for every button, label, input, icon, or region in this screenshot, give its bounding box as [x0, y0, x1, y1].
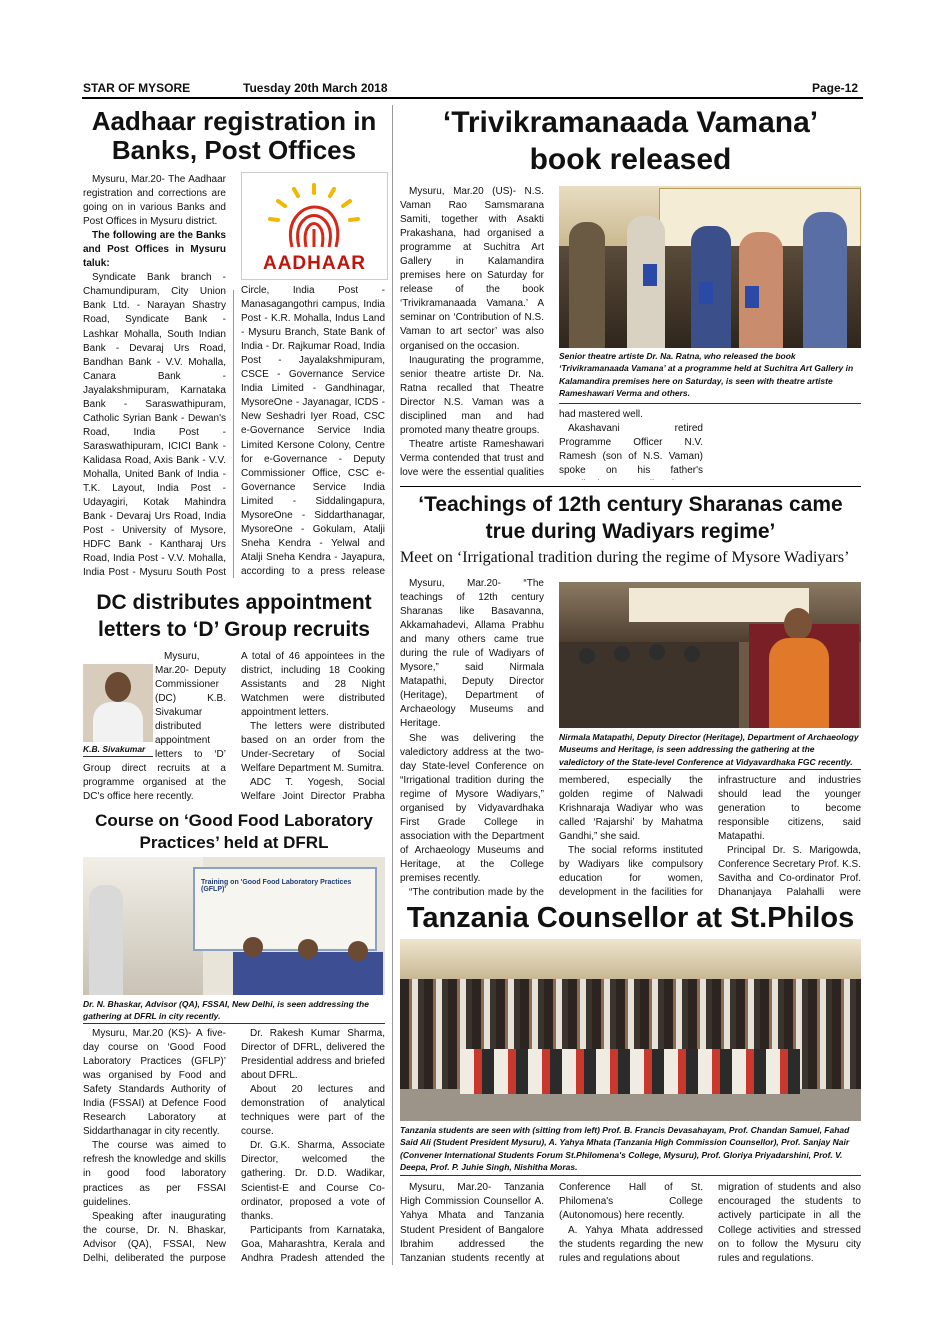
dc-headline-line2: letters to ‘D’ Group recruits	[98, 618, 370, 642]
masthead-rule	[82, 97, 863, 99]
dc-para-2: A total of 46 appointees in the district, including 18 Cooking Assistants and 28 Night Watchmen were distributed appointment letters.	[241, 651, 385, 719]
masthead-paper: STAR OF MYSORE	[83, 81, 191, 95]
dfrl-headline	[83, 810, 385, 854]
tanzania-para-3: A. Yahya Mhata addressed the students regarding the new rules and regulations about	[559, 1224, 703, 1265]
vamana-photo	[559, 186, 861, 348]
vamana-caption: Senior theatre artiste Dr. Na. Ratna, who released the book ‘Trivikramanaada Vamana’ at a programme held at Suchitra Art Gallery in Kalamandira premises here on Saturday, is seen with theatre artiste Rameshawari Verma and others.	[559, 351, 854, 398]
dfrl-banner-text: Training on 'Good Food Laboratory Practices (GFLP)'	[201, 879, 352, 893]
dc-para-4: ADC T. Yogesh, Social Welfare Joint Director Prabha	[241, 777, 385, 802]
aadhaar-para-2: The following are the Banks and Post Offices in Mysuru taluk:	[83, 230, 226, 270]
sharanas-caption-rule	[559, 769, 861, 770]
dfrl-para-3: Speaking after inaugurating the course, Dr. N. Bhaskar, Advisor (QA), FSSAI, New Delhi, deliberated the purpose	[83, 1210, 226, 1264]
masthead-date: Tuesday 20th March 2018	[243, 81, 388, 95]
dfrl-headline-line1: Course on ‘Good Food Laboratory	[95, 811, 373, 830]
vamana-column-1	[400, 185, 544, 479]
dc-column-1	[83, 650, 226, 802]
tanzania-para-2: Conference Hall of St. Philomena's College (Autonomous) here recently.	[559, 1182, 703, 1222]
vamana-column-2	[559, 408, 703, 480]
aadhaar-column-1	[83, 173, 226, 578]
sharanas-para-6: infrastructure and industries should lead the younger generation to become responsible citizens, said Matapathi.	[718, 775, 861, 843]
sharanas-column-3	[718, 774, 861, 900]
dc-para-1: Mysuru, Mar.20- Deputy Commissioner (DC) K.B. Sivakumar distributed appointment letters to ‘D’ Group direct recruits at a programme organised at the DC's office here recently.	[83, 651, 226, 802]
dc-column-2	[241, 650, 385, 802]
tanzania-caption-rule	[400, 1175, 861, 1176]
dfrl-para-7: Participants from Karnataka, Goa, Maharashtra, Kerala and Andhra Pradesh attended the	[241, 1224, 385, 1264]
dfrl-photo	[83, 857, 385, 995]
dc-headline	[83, 589, 385, 644]
sharanas-para-3: “The contribution made by the	[409, 887, 544, 899]
dfrl-column-1	[83, 1027, 226, 1265]
sharanas-para-1: Mysuru, Mar.20- “The teachings of 12th century Sharanas like Basavanna, Akkamahadevi, Allama Prabhu and many others came true during the rule of Wadiyars of Mysore,” said Nirmala Matapathi, Deputy Director (Heritage), Department of Archaeology Museums and Heritage.	[400, 578, 544, 730]
tanzania-column-2	[559, 1181, 703, 1267]
dc-headline-line1: DC distributes appointment	[96, 591, 372, 614]
sharanas-para-2: She was delivering the valedictory address at the two-day State-level Conference on “Irrigational tradition during the regime of Mysore Wadiyars,” organised by Vidyavardhaka First Grade College in association with the Department of Archaeology Museums and Heritage, at the College premises recently.	[400, 732, 544, 884]
sharanas-top-rule	[400, 486, 861, 487]
vamana-headline-line2: book released	[529, 142, 732, 176]
sharanas-subtitle: Meet on ‘Irrigational tradition during the regime of Mysore Wadiyars’	[400, 549, 850, 566]
aadhaar-column-2	[241, 284, 385, 578]
sharanas-photo	[559, 582, 861, 728]
sharanas-headline-line2: true during Wadiyars regime’	[485, 520, 776, 544]
tanzania-column-1	[400, 1181, 544, 1267]
dfrl-para-5: About 20 lectures and demonstration of analytical techniques were part of the course.	[241, 1084, 385, 1138]
dfrl-caption-rule	[83, 1023, 385, 1024]
tanzania-photo	[400, 939, 861, 1121]
vamana-para-3: Theatre artiste Rameshawari Verma contended that trust and love were the essential qualities	[400, 438, 544, 478]
aadhaar-logo-text: AADHAAR	[262, 253, 367, 274]
sharanas-caption: Nirmala Matapathi, Deputy Director (Heritage), Department of Archaeology Museums and Heritage, is seen addressing the gathering at the valedictory of the State-level Conference at Vidyavardhaka FGC recently.	[559, 732, 859, 767]
tanzania-para-4: migration of students and also encouraged the students to actively participate in all the College activities and stressed on to follow the Mysuru city rules and regulations.	[718, 1182, 861, 1265]
dfrl-caption: Dr. N. Bhaskar, Advisor (QA), FSSAI, New Delhi, is seen addressing the gathering at DFRL in city recently.	[83, 999, 369, 1022]
aadhaar-headline-line1: Aadhaar registration in	[91, 106, 377, 136]
aadhaar-para-4: Circle, India Post - Manasagangothri campus, India Post - K.R. Mohalla, Indus Land - Mysuru Branch, State Bank of India - Dr. Rajkumar Road, India Post - Jayalakshmipuram, CSCE - Governance Service India Limited - Gandhinagar, MysoreOne - Jayanagar, ICDS - New Seshadri Iyer Road, CSC e-Governance Service India Limited Kersone Colony, Centre for e-Governance - Deputy Commissioner Office, CSC e-Governance Service India Limited - Siddalingapura, MysoreOne - Siddarthanagar, MysoreOne - Gokulam, Atalji Sneha Kendra - Yelwal and Atalji Sneha Kendra - Jayapura, according to a press release	[241, 285, 385, 577]
aadhaar-para-3: Syndicate Bank branch - Chamundipuram, City Union Bank Ltd. - Narayan Shastry Road, Syndicate Bank - Lashkar Mohalla, South Indian Bank - Devaraj Urs Road, Bandhan Bank - V.V. Mohalla, Canara Bank - Jayalakshmipuram, Karnataka Bank - Saraswathipuram, Catholic Syrian Bank - Dewan's Road, India Post - Saraswathipuram, ICICI Bank - Kalidasa Road, Axis Bank - V.V. Mohalla, United Bank of India - T.K. Layout, India Post - Udayagiri, Kotak Mahindra Bank - Devaraj Urs Road, India Post - University of Mysore, HDFC Bank - Kantharaj Urs Road, India Post - V.V. Mohalla, India Post - Mysuru South Post	[83, 272, 226, 578]
dc-photo-caption: K.B. Sivakumar	[83, 744, 146, 754]
column-divider	[233, 290, 234, 578]
tanzania-column-3	[718, 1181, 861, 1267]
sharanas-column-2	[559, 774, 703, 900]
masthead-page: Page-12	[812, 81, 859, 95]
dfrl-para-2: The course was aimed to refresh the knowledge and skills in good food laboratory practices as per FSSAI guidelines.	[83, 1140, 226, 1208]
sharanas-para-7: Principal Dr. S. Marigowda, Conference Secretary Prof. K.S. Savitha and Co-ordinator Prof. Dhananjaya Palahalli were	[718, 845, 861, 899]
aadhaar-logo	[241, 172, 388, 280]
dfrl-para-6: Dr. G.K. Sharma, Associate Director, welcomed the gathering. Dr. D.D. Wadikar, Scientist-E and Course Co-ordinator, proposed a vote of thanks.	[241, 1140, 385, 1222]
aadhaar-headline-line2: Banks, Post Offices	[111, 135, 357, 166]
dfrl-headline-line2: Practices’ held at DFRL	[139, 833, 329, 853]
aadhaar-headline	[83, 107, 385, 165]
vamana-headline-line1: ‘Trivikramanaada Vamana’	[442, 106, 819, 139]
dfrl-column-2	[241, 1027, 385, 1265]
vamana-para-5: Akashavani retired Programme Officer N.V. Ramesh (son of N.S. Vaman) spoke on his father's	[559, 423, 703, 477]
sharanas-para-4: membered, especially the golden regime of Nalwadi Krishnaraja Wadiyar who was called ‘Rajarshi’ by Mahatma Gandhi,” she said.	[559, 775, 703, 843]
vamana-headline	[398, 105, 863, 178]
tanzania-headline: Tanzania Counsellor at St.Philos	[406, 902, 855, 934]
vamana-column-3	[718, 408, 861, 480]
vamana-para-4: had mastered well.	[559, 409, 643, 420]
dc-photo-float	[83, 650, 155, 758]
column-divider	[392, 105, 393, 1265]
dc-para-3: The letters were distributed based on an order from the Under-Secretary of Social Welfare Department M. Sumitra.	[241, 721, 385, 775]
vamana-caption-rule	[559, 403, 861, 404]
sharanas-para-5: The social reforms instituted by Wadiyars like compulsory education for women, development in the facilities for	[559, 845, 703, 899]
aadhaar-para-1: Mysuru, Mar.20- The Aadhaar registration and corrections are going on in various Banks and Post Offices in Mysuru district.	[83, 174, 226, 228]
sharanas-column-1	[400, 577, 544, 899]
tanzania-caption: Tanzania students are seen with (sitting from left) Prof. B. Francis Devasahayam, Prof. Chandan Samuel, Fahad Said Ali (Student President Mysuru), A. Yahya Mhata (Tanzania High Commission Counsellor), Prof. Sanjay Nair (Convener International Students Forum St.Philomena's College, Mysuru), Prof. Gloriya Priyadarshini, Prof. V. Deepa, Prof. P. Juhie Singh, Nishitha Moras.	[400, 1125, 850, 1172]
tanzania-para-1: Mysuru, Mar.20- Tanzania High Commission Counsellor A. Yahya Mhata and Tanzania Student President of Bangalore Ibrahim addressed the Tanzanian students recently at	[400, 1182, 544, 1265]
sharanas-headline-line1: ‘Teachings of 12th century Sharanas came	[418, 493, 843, 516]
vamana-para-1: Mysuru, Mar.20 (US)- N.S. Vaman Rao Samsmarana Samiti, together with Asakti Prakashana, had organised a programme at Suchitra Art Gallery in Kalamandira premises here on Saturday for release of the book ‘Trivikramanaada Vamana.’ A seminar on ‘Contribution of N.S. Vaman to art sector’ was also organised on the occasion.	[400, 186, 544, 352]
vamana-para-2: Inaugurating the programme, senior theatre artiste Dr. Na. Ratna recalled that Theatre Director N.S. Vaman was a disciplined man and had promoted many theatre groups.	[400, 354, 544, 436]
dfrl-para-1: Mysuru, Mar.20 (KS)- A five-day course on ‘Good Food Laboratory Practices (GFLP)’ was organised by Food and Safety Standards Authority of India (FSSAI) at Defence Food Research Laboratory at Siddarthanagar in city recently.	[83, 1028, 226, 1138]
dfrl-para-4: Dr. Rakesh Kumar Sharma, Director of DFRL, delivered the Presidential address and briefed about DFRL.	[241, 1028, 385, 1082]
sharanas-headline	[398, 491, 863, 546]
